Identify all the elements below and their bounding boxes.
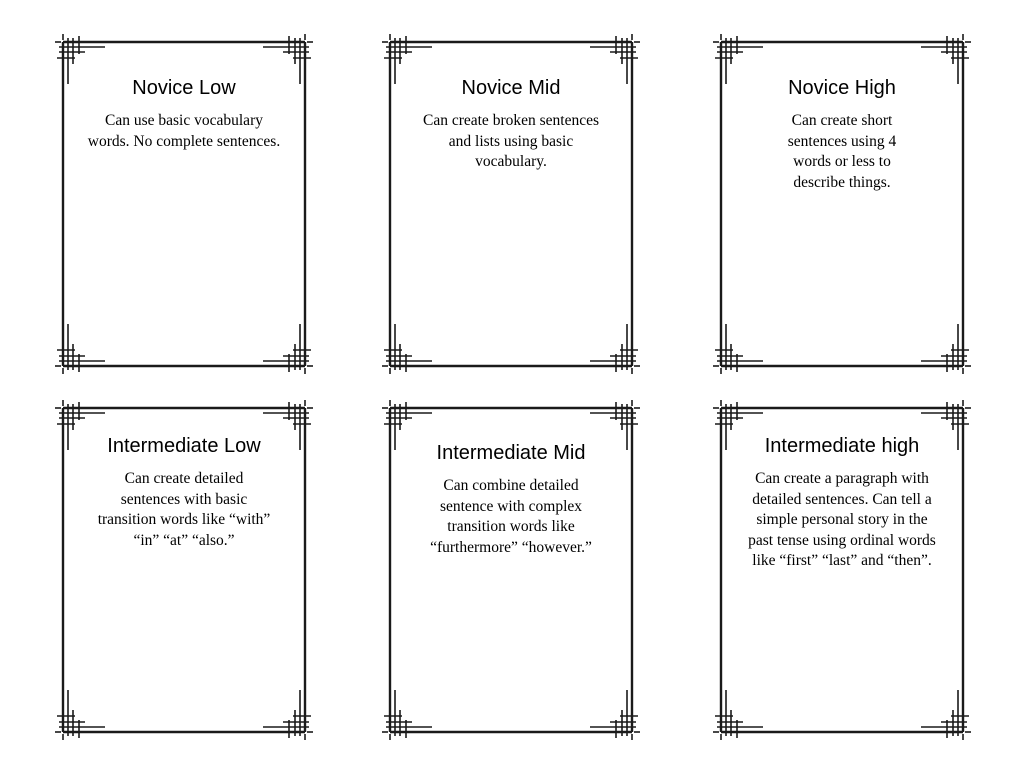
card-description: Can create short sentences using 4 words or less to describe things. [787,112,897,191]
card-content [739,76,945,193]
level-card-intermediate-low [59,404,309,736]
card-description: Can combine detailed sentence with complex transition words like “furthermore” “however.” [430,477,592,556]
card-title: Novice Mid [461,77,561,99]
level-card-novice-high [717,38,967,370]
level-card-novice-low [59,38,309,370]
card-title: Intermediate Mid [436,442,586,464]
card-description: Can use basic vocabulary words. No complete sentences. [87,112,281,150]
card-description: Can create a paragraph with detailed sentences. Can tell a simple personal story in the past tense using ordinal words like “first” “last” and “then”. [748,470,936,569]
level-card-intermediate-mid [386,404,636,736]
level-card-novice-mid [386,38,636,370]
card-content [81,434,287,551]
card-title: Novice High [788,77,896,99]
card-title: Novice Low [132,77,236,99]
card-content [408,76,614,173]
card-description: Can create detailed sentences with basic transition words like “with” “in” “at” “also.” [97,470,271,549]
card-content [81,76,287,152]
card-title: Intermediate Low [107,435,261,457]
card-description: Can create broken sentences and lists using basic vocabulary. [422,112,599,170]
card-content [408,441,614,558]
card-title: Intermediate high [764,435,920,457]
card-content [739,434,945,572]
level-card-intermediate-high [717,404,967,736]
